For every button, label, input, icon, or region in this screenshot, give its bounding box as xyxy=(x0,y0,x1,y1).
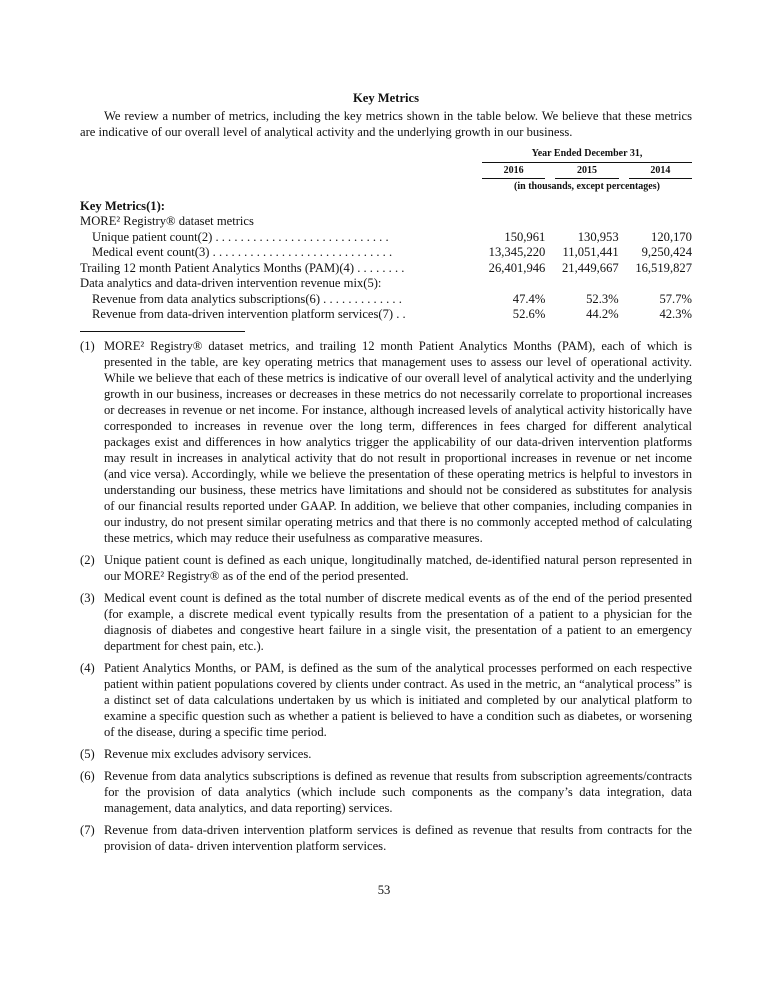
row-value: 26,401,946 xyxy=(488,260,546,275)
table-row xyxy=(80,261,692,277)
page-number: 53 xyxy=(377,883,391,897)
row-value: 21,449,667 xyxy=(561,260,619,275)
row-value: 150,961 xyxy=(504,229,546,244)
footnote xyxy=(80,338,692,546)
footnote-text: Unique patient count is defined as each unique, longitudinally matched, de-identified natural person represented in our MORE² Registry® as of the end of the period presented. xyxy=(104,552,692,583)
table-section-label: Key Metrics(1): xyxy=(80,198,165,213)
row-label: Data analytics and data-driven intervention revenue mix(5): xyxy=(80,276,382,290)
footnote-text: Revenue from data-driven intervention platform services is defined as revenue that results from contracts for the provision of data- driven intervention platform services. xyxy=(104,822,692,853)
footnote-text: Revenue from data analytics subscriptions is defined as revenue that results from subscription agreements/contracts for the provision of data analytics (which include such components as the company’s data integration, data management, data analytics, and data reporting) services. xyxy=(104,768,692,815)
row-value: 9,250,424 xyxy=(641,245,692,259)
footnote-divider xyxy=(80,331,245,332)
footnote xyxy=(80,768,692,816)
section-title: Key Metrics xyxy=(352,91,420,105)
table-row xyxy=(80,214,692,230)
footnote xyxy=(80,746,692,762)
table-row xyxy=(80,245,692,261)
row-value xyxy=(555,214,618,230)
row-value: 52.6% xyxy=(512,307,546,321)
footnote-number: (2) xyxy=(80,552,95,567)
row-label: MORE² Registry® dataset metrics xyxy=(80,214,254,228)
row-value xyxy=(555,276,618,292)
row-value: 42.3% xyxy=(659,307,692,321)
footnote xyxy=(80,590,692,654)
row-value xyxy=(482,214,545,230)
row-label: Trailing 12 month Patient Analytics Months (PAM)(4) . . . . . . . . xyxy=(80,260,405,275)
row-value xyxy=(482,276,545,292)
table-row xyxy=(80,276,692,292)
table-row xyxy=(80,292,692,308)
row-value xyxy=(629,276,692,292)
footnote xyxy=(80,552,692,584)
footnote-number: (4) xyxy=(80,660,95,675)
row-label: Unique patient count(2) . . . . . . . . . . . . . . . . . . . . . . . . . . . . xyxy=(92,229,389,244)
year-header: 2016 xyxy=(482,162,545,179)
row-label: Revenue from data analytics subscriptions(6) . . . . . . . . . . . . . xyxy=(92,291,402,306)
table-row xyxy=(80,230,692,246)
group-header: Year Ended December 31, xyxy=(482,146,692,162)
key-metrics-table xyxy=(80,146,692,323)
footnote-text: Patient Analytics Months, or PAM, is defined as the sum of the analytical processes performed on each respective patient within patient populations covered by clients under contract. As used in the metric, an “analytical process” is a distinct set of data calculations undertaken by us which is initiated and completed by our analytical platform to examine a specific question such as whether a patient is believed to have a condition such as diabetes, or worsening of the disease, during a specific time period. xyxy=(104,660,692,739)
row-value: 44.2% xyxy=(586,307,619,321)
footnote-number: (3) xyxy=(80,590,95,605)
footnote-text: Medical event count is defined as the total number of discrete medical events as of the end of the period presented (for example, a discrete medical event typically results from the presentation of a patient to a physician for the diagnosis of diabetes and congestive heart failure in a single visit, the presentation of a patient to an emergency department for chest pain, etc.). xyxy=(104,590,692,653)
units-note: (in thousands, except percentages) xyxy=(514,181,660,192)
footnote xyxy=(80,660,692,740)
row-value: 57.7% xyxy=(659,291,692,306)
row-value: 13,345,220 xyxy=(488,245,546,259)
row-value xyxy=(629,214,692,230)
footnote-text: Revenue mix excludes advisory services. xyxy=(104,746,312,761)
year-header: 2014 xyxy=(629,162,692,179)
intro-paragraph: We review a number of metrics, including the key metrics shown in the table below. We believe that these metrics are indicative of our overall level of analytical activity and the underlying growth in our business. xyxy=(80,109,692,139)
year-header: 2015 xyxy=(555,162,618,179)
row-label: Medical event count(3) . . . . . . . . . . . . . . . . . . . . . . . . . . . . . xyxy=(92,245,393,259)
row-value: 47.4% xyxy=(512,291,546,306)
row-value: 11,051,441 xyxy=(562,245,619,259)
footnote-number: (6) xyxy=(80,768,95,783)
footnote-number: (5) xyxy=(80,746,95,761)
row-value: 52.3% xyxy=(586,291,619,306)
row-label: Revenue from data-driven intervention platform services(7) . . xyxy=(92,307,406,321)
table-row xyxy=(80,307,692,323)
footnote-number: (7) xyxy=(80,822,95,837)
row-value: 120,170 xyxy=(651,229,692,244)
footnote-text: MORE² Registry® dataset metrics, and trailing 12 month Patient Analytics Months (PAM), each of which is presented in the table, are key operating metrics that management uses to assess our level of operational activity. While we believe that each of these metrics is indicative of our overall level of analytical activity and the underlying growth in our business, increases or decreases in these metrics do not necessarily correlate to proportional increases or decreases in revenue or net income. For instance, although increased levels of analytical activity historically have corresponded to increases in revenue over the long term, differences in fees charged for different analytical packages exist and differences in how analytics trigger the applicability of our data-driven intervention platforms may result in increases in analytical activity that do not result in proportional increases in revenue or net income (and vice versa). Accordingly, while we believe the presentation of these operating metrics is helpful to investors in understanding our business, these metrics have limitations and should not be considered as substitutes for analysis of our financial results reported under GAAP. In addition, we believe that other companies, including companies in our industry, do not present similar operating metrics and that there is no commonly accepted method of calculating these metrics, which may reduce their usefulness as comparative measures. xyxy=(104,338,692,545)
footnotes xyxy=(80,338,692,854)
footnote xyxy=(80,822,692,854)
row-value: 130,953 xyxy=(577,229,619,244)
row-value: 16,519,827 xyxy=(635,260,692,275)
footnote-number: (1) xyxy=(80,338,95,353)
document-page xyxy=(80,90,692,860)
